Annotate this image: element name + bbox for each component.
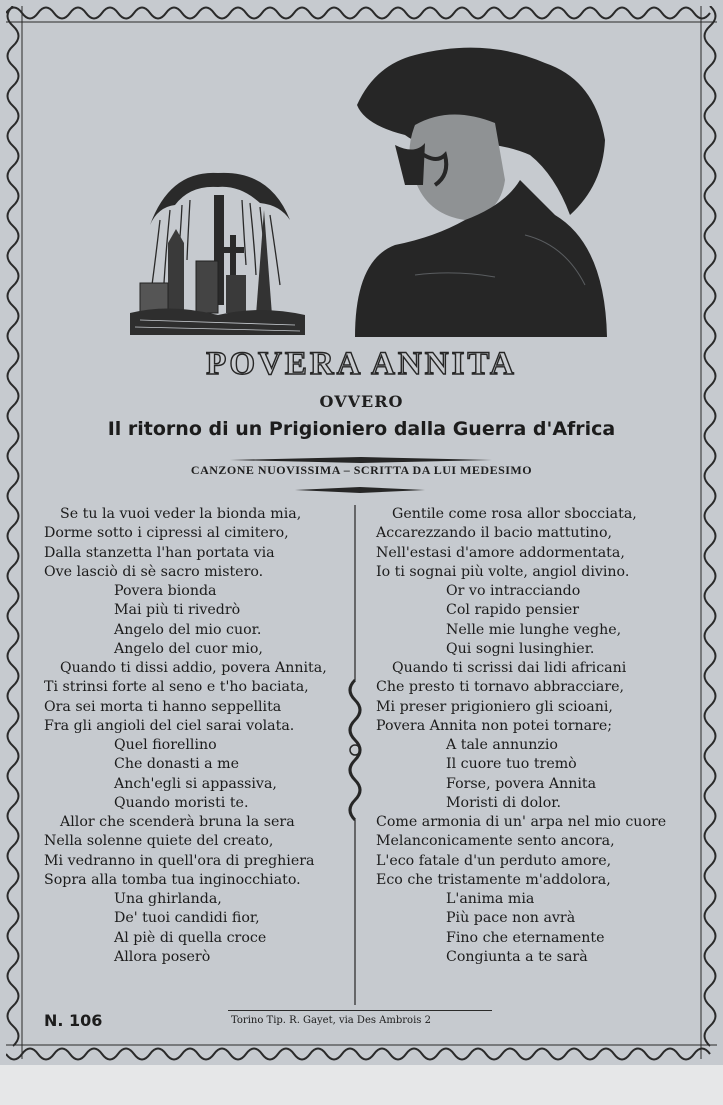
verse-line: Melanconicamente sento ancora, — [376, 833, 615, 850]
printer-imprint: Torino Tip. R. Gayet, via Des Ambrois 2 — [231, 1015, 431, 1026]
verse-line: Mi vedranno in quell'ora di preghiera — [44, 852, 315, 869]
verse-line: Che donasti a me — [114, 756, 239, 773]
verse-line: Nelle mie lunghe veghe, — [446, 621, 622, 638]
subtitle: Il ritorno di un Prigioniero dalla Guerra d'Africa — [107, 418, 616, 440]
verse-line: Congiunta a te sarà — [446, 948, 588, 965]
verse-line: Gentile come rosa allor sbocciata, — [392, 506, 637, 522]
scan-margin — [0, 1065, 723, 1105]
verse-line: Moristi di dolor. — [446, 794, 561, 811]
verse-line: Forse, povera Annita — [446, 775, 597, 792]
verse-line: Al piè di quella croce — [114, 929, 267, 946]
verse-line: Allora poserò — [114, 948, 211, 965]
verse-line: Povera bionda — [114, 583, 217, 599]
cemetery-illustration — [130, 165, 305, 335]
verse-line: A tale annunzio — [446, 737, 558, 753]
ornamental-border-top — [6, 2, 717, 24]
issue-number: N. 106 — [44, 1011, 103, 1030]
verse-line: Come armonia di un' arpa nel mio cuore — [376, 814, 667, 830]
ornamental-rule-bottom — [295, 486, 425, 494]
verse-line: Sopra alla tomba tua inginocchiato. — [44, 871, 301, 888]
verse-line: Se tu la vuoi veder la bionda mia, — [60, 506, 302, 522]
verse-line: Col rapido pensier — [446, 602, 580, 619]
soldier-portrait — [355, 45, 607, 337]
verse-line: Quando ti scrissi dai lidi africani — [392, 660, 627, 676]
page-title: POVERA ANNITA — [206, 346, 517, 382]
verse-line: Angelo del mio cuor. — [114, 621, 262, 638]
verse-line: Io ti sognai più volte, angiol divino. — [376, 563, 630, 580]
ornamental-border-right — [699, 6, 721, 1059]
verse-line: Anch'egli si appassiva, — [114, 775, 277, 792]
verse-line: Mai più ti rivedrò — [114, 602, 241, 619]
verse-line: Ove lasciò di sè sacro mistero. — [44, 563, 264, 580]
verse-line: Quando ti dissi addio, povera Annita, — [60, 660, 327, 676]
verse-line: Allor che scenderà bruna la sera — [60, 814, 295, 830]
ornamental-border-bottom — [6, 1043, 717, 1065]
verse-line: Dalla stanzetta l'han portata via — [44, 544, 275, 561]
verse-line: Fino che eternamente — [446, 929, 605, 946]
verse-line: Ti strinsi forte al seno e t'ho baciata, — [44, 679, 309, 696]
verse-line: Accarezzando il bacio mattutino, — [376, 525, 612, 542]
verse-line: Quel fiorellino — [114, 737, 217, 753]
verse-line: Quando moristi te. — [114, 794, 249, 811]
verse-line: Una ghirlanda, — [114, 891, 222, 907]
verse-column-right — [376, 505, 686, 967]
verse-line: Ora sei morta ti hanno seppellita — [44, 698, 282, 715]
ovvero-label: OVVERO — [319, 392, 404, 411]
verse-line: Qui sogni lusinghier. — [446, 640, 595, 657]
verse-line: Nell'estasi d'amore addormentata, — [376, 544, 625, 561]
verse-line: Angelo del cuor mio, — [114, 640, 263, 657]
verse-line: Or vo intracciando — [446, 583, 581, 599]
verse-line: Più pace non avrà — [446, 910, 576, 927]
song-subtitle: CANZONE NUOVISSIMA – SCRITTA DA LUI MEDESIMO — [190, 463, 533, 477]
verse-line: Nella solenne quiete del creato, — [44, 833, 274, 850]
verse-line: Dorme sotto i cipressi al cimitero, — [44, 525, 289, 542]
verse-line: Eco che tristamente m'addolora, — [376, 871, 611, 888]
verse-line: Povera Annita non potei tornare; — [376, 717, 613, 734]
verse-line: Che presto ti tornavo abbracciare, — [376, 679, 625, 696]
verse-column-left — [44, 505, 354, 967]
verse-line: L'eco fatale d'un perduto amore, — [376, 852, 612, 869]
center-divider-ornament — [340, 500, 370, 1010]
ornamental-border-left — [2, 6, 24, 1059]
printer-rule — [228, 1010, 492, 1011]
verse-line: Il cuore tuo tremò — [446, 756, 577, 773]
verse-line: Mi preser prigioniero gli scioani, — [376, 698, 613, 715]
verse-line: L'anima mia — [446, 891, 535, 907]
verse-line: De' tuoi candidi fior, — [114, 910, 260, 927]
verse-line: Fra gli angioli del ciel sarai volata. — [44, 717, 295, 734]
